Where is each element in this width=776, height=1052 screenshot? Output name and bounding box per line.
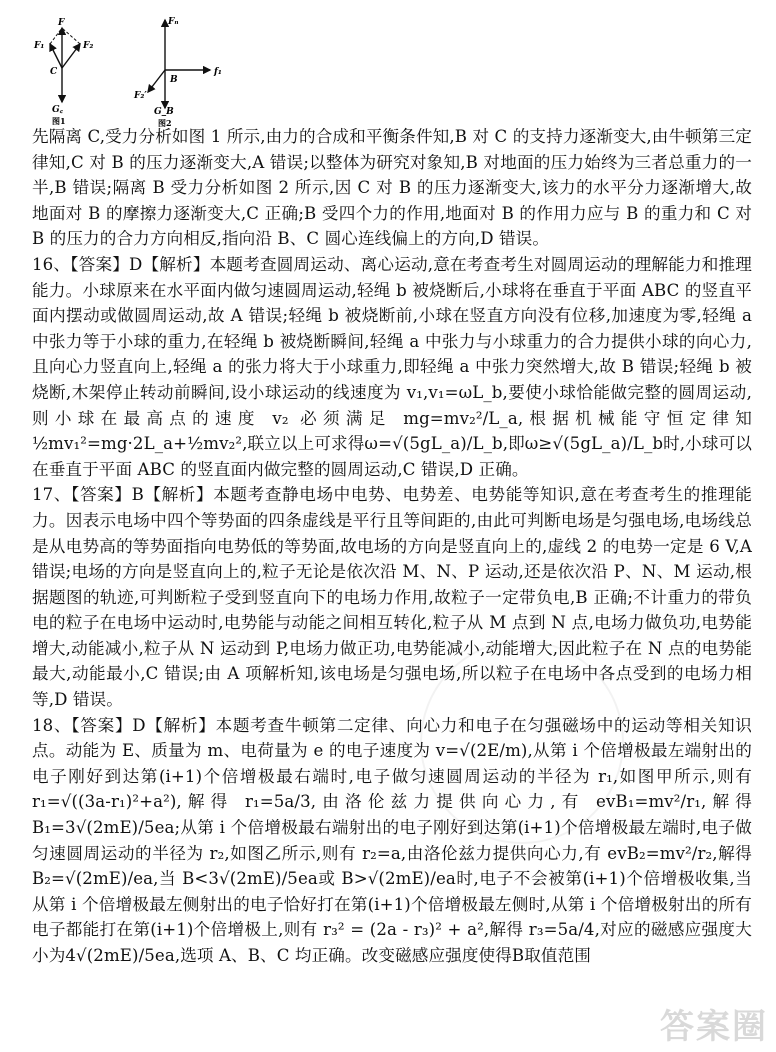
paragraph-question-18: 18、【答案】D【解析】本题考查牛顿第二定律、向心力和电子在匀强磁场中的运动等相关知识点。动能为 E、质量为 m、电荷量为 e 的电子速度为 v=√(2E/m),从第 i 个倍增极最左端射出的电子刚好到达第(i+1)个倍增极最右端时,电子做匀速圆周运动的半径为 r₁,如图甲所示,则有 r₁=√((3a-r₁)²+a²),解得 r₁=5a/3,由洛伦兹力提供向心力,有 evB₁=mv²/r₁,解得 B₁=3√(2mE)/5ea;从第 i 个倍增极最右端射出的电子刚好到达第(i+1)个倍增极最左端时,电子做匀速圆周运动的半径为 r₂,如图乙所示,则有 r₂=a,由洛伦兹力提供向心力,有 evB₂=mv²/r₂,解得 B₂=√(2mE)/ea,当 B<3√(2mE)/5ea或 B>√(2mE)/ea时,电子不会被第(i+1)个倍增极收集,当从第 i 个倍增极最左侧射出的电子恰好打在第(i+1)个倍增极最左侧时,从第 i 个倍增极射出的所有电子都能打在第(i+1)个倍增极上,则有 r₃² = (2a - r₃)² + a²,解得 r₃=5a/4,对应的磁感应强度大小为4√(2mE)/5ea,选项 A、B、C 均正确。改变磁感应强度使得B取值范围 (32, 715, 752, 965)
fig2-label-f1: f₁ (214, 67, 222, 77)
paragraph-15-continued: 先隔离 C,受力分析如图 1 所示,由力的合成和平衡条件知,B 对 C 的支持力逐渐变大,由牛顿第三定律知,C 对 B 的压力逐渐变大,A 错误;以整体为研究对象知,B 对地面的压力始终为三者总重力的一半,B 错误;隔离 B 受力分析如图 2 所示,因 C 对 B 的压力逐渐变大,该力的水平分力逐渐增大,故地面对 B 的摩擦力逐渐变大,C 正确;B 受四个力的作用,地面对 B 的作用力应与 B 的重力和 C 对 B 的压力的合力方向相反,指向沿 B、C 圆心连线偏上的方向,D 错误。 (32, 127, 752, 249)
fig1-label-f2: F₂ (83, 41, 94, 51)
corner-watermark: 答案圈 (660, 1007, 768, 1047)
paragraph-question-17: 17、【答案】B【解析】本题考查静电场中电势、电势差、电势能等知识,意在考查考生的推理能力。因表示电场中四个等势面的四条虚线是平行且等间距的,由此可判断电场是匀强电场,电场线总是从电势高的等势面指向电势低的等势面,故电场的方向是竖直向上的,虚线 2 的电势一定是 6 V,A 错误;电场的方向是竖直向上的,粒子无论是依次沿 M、N、P 运动,还是依次沿 P、N、M 运动,根据题图的轨迹,可判断粒子受到竖直向下的电场力作用,故粒子一定带负电,B 正确;不计重力的带负电的粒子在电场中运动时,电势能与动能之间相互转化,粒子从 M 点到 N 点,电场力做负功,电势能增大,动能减小,粒子从 N 运动到 P,电场力做正功,电势能减小,动能增大,因此粒子在 N 点的电势能最大,动能最小,C 错误;由 A 项解析知,该电场是匀强电场,所以粒子在电场中各点受到的电场力相等,D 错误。 (32, 485, 752, 710)
figure-2 (133, 17, 222, 128)
force-diagrams (20, 8, 250, 130)
fig2-label-f2: F₂′ (134, 91, 147, 101)
fig2-caption: 图2 (158, 118, 172, 128)
background-watermark-circle (420, 640, 624, 844)
fig1-label-f: F (58, 18, 65, 28)
fig1-label-f1: F₁ (34, 41, 45, 51)
fig1-label-gc: G꜀ (52, 105, 63, 115)
force-diagram-svg (20, 8, 250, 130)
fig1-label-c: C (50, 67, 58, 77)
paragraph-question-16: 16、【答案】D【解析】本题考查圆周运动、离心运动,意在考查考生对圆周运动的理解能力和推理能力。小球原来在水平面内做匀速圆周运动,轻绳 b 被烧断后,小球将在垂直于平面 ABC 的竖直平面内摆动或做圆周运动,故 A 错误;轻绳 b 被烧断前,小球在竖直方向没有位移,加速度为零,轻绳 a 中张力等于小球的重力,在轻绳 b 被烧断瞬间,轻绳 a 中张力与小球重力的合力提供小球的向心力,且向心力竖直向上,轻绳 a 的张力将大于小球重力,即轻绳 a 中张力突然增大,故 B 错误;轻绳 b 被烧断,木架停止转动前瞬间,设小球运动的线速度为 v₁,v₁=ωL_b,要使小球恰能做完整的圆周运动,则小球在最高点的速度 v₂ 必须满足 mg=mv₂²/L_a,根据机械能守恒定律知 ½mv₁²=mg·2L_a+½mv₂²,联立以上可求得ω=√(5gL_a)/L_b,即ω≥√(5gL_a)/L_b时,小球可以在垂直于平面 ABC 的竖直面内做完整的圆周运动,C 错误,D 正确。 (32, 254, 752, 479)
fig2-label-b: B (170, 75, 178, 85)
fig2-label-fn: Fₙ (168, 17, 179, 27)
fig1-caption: 图1 (52, 116, 66, 126)
solution-text (32, 124, 752, 969)
figure-1 (33, 18, 93, 126)
fig2-label-gb: G_B (154, 107, 174, 117)
